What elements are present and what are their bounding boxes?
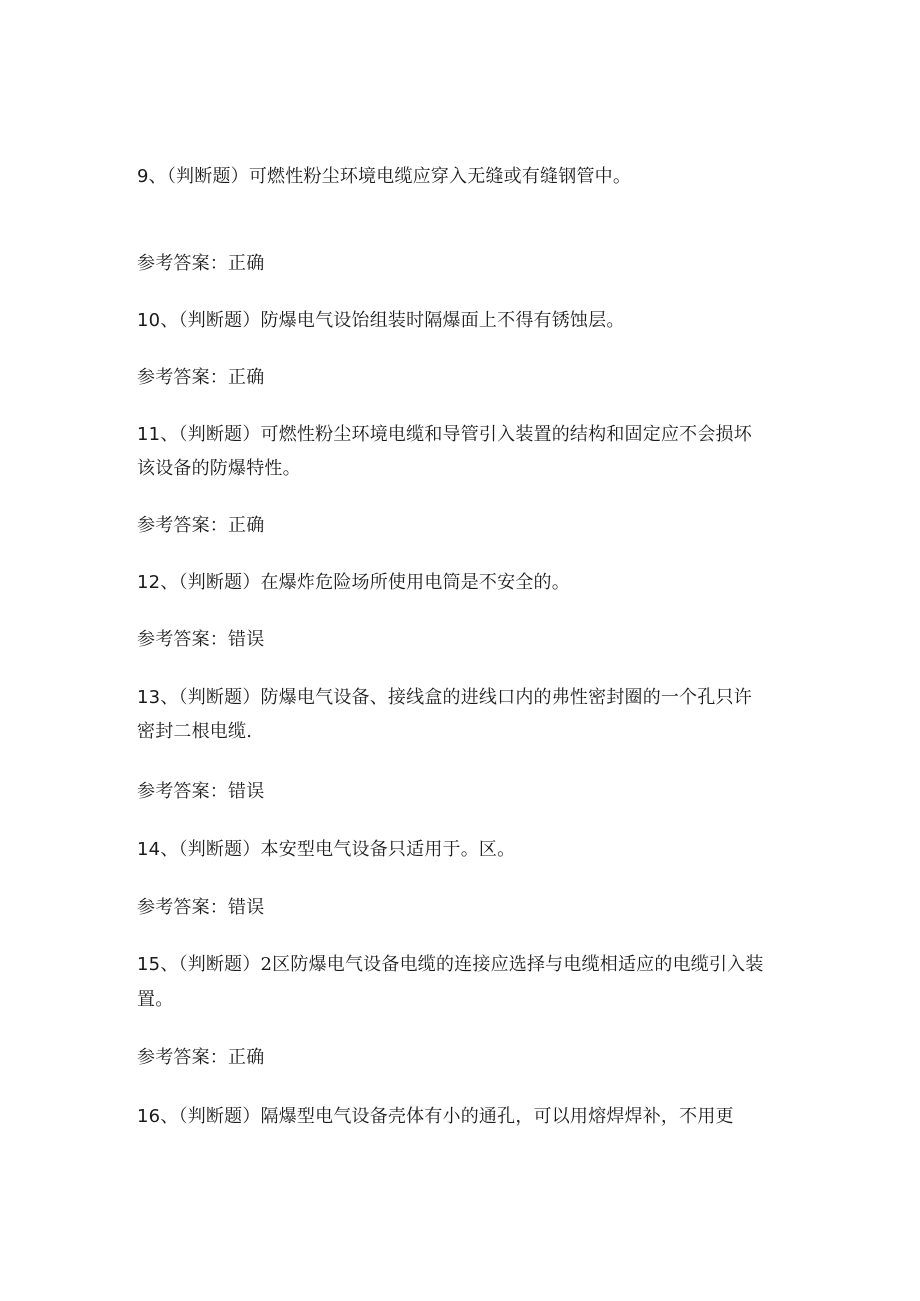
question-text-continued: 密封二根电缆.	[137, 721, 253, 742]
answer-label: 参考答案：	[137, 515, 228, 536]
answer-label: 参考答案：	[137, 1047, 228, 1068]
question-number: 11	[137, 424, 161, 445]
answer-15	[137, 1044, 787, 1072]
question-type: （判断题）	[178, 572, 261, 593]
question-type: （判断题）	[178, 839, 261, 860]
question-type: （判断题）	[178, 954, 261, 975]
answer-11	[137, 512, 787, 540]
question-14-line-1	[137, 836, 787, 864]
question-11-line-2	[137, 455, 787, 483]
question-text: 可燃性粉尘环境电缆应穿入无缝或有缝钢管中。	[248, 166, 632, 187]
question-type: （判断题）	[178, 310, 261, 331]
question-text: 2区防爆电气设备电缆的连接应选择与电缆相适应的电缆引入装	[260, 954, 764, 975]
question-text-continued: 置。	[137, 989, 174, 1010]
answer-value: 正确	[228, 1047, 265, 1068]
answer-10	[137, 364, 787, 392]
question-number: 16	[137, 1106, 161, 1127]
question-text: 可燃性粉尘环境电缆和导管引入装置的结构和固定应不会损坏	[260, 424, 752, 445]
question-number: 13	[137, 687, 161, 708]
question-15-line-2	[137, 986, 787, 1014]
question-separator: 、	[160, 1106, 179, 1127]
question-12-line-1	[137, 569, 787, 597]
question-9-line-1	[137, 163, 787, 191]
answer-14	[137, 894, 787, 922]
answer-9	[137, 250, 787, 278]
answer-value: 错误	[228, 629, 265, 650]
question-text: 防爆电气设备、接线盒的进线口内的弗性密封圈的一个孔只许	[260, 687, 752, 708]
question-13-line-2	[137, 718, 787, 746]
question-type: （判断题）	[178, 424, 261, 445]
question-number: 10	[137, 310, 161, 331]
question-number: 15	[137, 954, 161, 975]
question-separator: 、	[160, 687, 179, 708]
question-15-line-1	[137, 951, 787, 979]
question-text: 本安型电气设备只适用于。区。	[260, 839, 516, 860]
answer-value: 错误	[228, 897, 265, 918]
answer-label: 参考答案：	[137, 253, 228, 274]
answer-13	[137, 778, 787, 806]
question-13-line-1	[137, 684, 787, 712]
question-10-line-1	[137, 307, 787, 335]
answer-label: 参考答案：	[137, 781, 228, 802]
question-separator: 、	[160, 572, 179, 593]
question-type: （判断题）	[178, 1106, 261, 1127]
question-16-line-1	[137, 1103, 787, 1131]
question-separator: 、	[160, 424, 179, 445]
question-number: 14	[137, 839, 161, 860]
answer-12	[137, 626, 787, 654]
question-text: 防爆电气设饴组装时隔爆面上不得有锈蚀层。	[260, 310, 625, 331]
question-type: （判断题）	[178, 687, 261, 708]
answer-value: 正确	[228, 515, 265, 536]
question-text: 隔爆型电气设备壳体有小的通孔，可以用熔焊焊补，不用更	[260, 1106, 734, 1127]
question-number: 9	[137, 166, 149, 187]
question-separator: 、	[160, 839, 179, 860]
question-separator: 、	[160, 954, 179, 975]
answer-value: 错误	[228, 781, 265, 802]
question-text: 在爆炸危险场所使用电筒是不安全的。	[260, 572, 570, 593]
question-text-continued: 该设备的防爆特性。	[137, 458, 301, 479]
question-number: 12	[137, 572, 161, 593]
question-type: （判断题）	[166, 166, 249, 187]
answer-value: 正确	[228, 367, 265, 388]
question-separator: 、	[160, 310, 179, 331]
answer-label: 参考答案：	[137, 629, 228, 650]
answer-value: 正确	[228, 253, 265, 274]
question-11-line-1	[137, 421, 787, 449]
question-separator: 、	[148, 166, 167, 187]
answer-label: 参考答案：	[137, 367, 228, 388]
answer-label: 参考答案：	[137, 897, 228, 918]
